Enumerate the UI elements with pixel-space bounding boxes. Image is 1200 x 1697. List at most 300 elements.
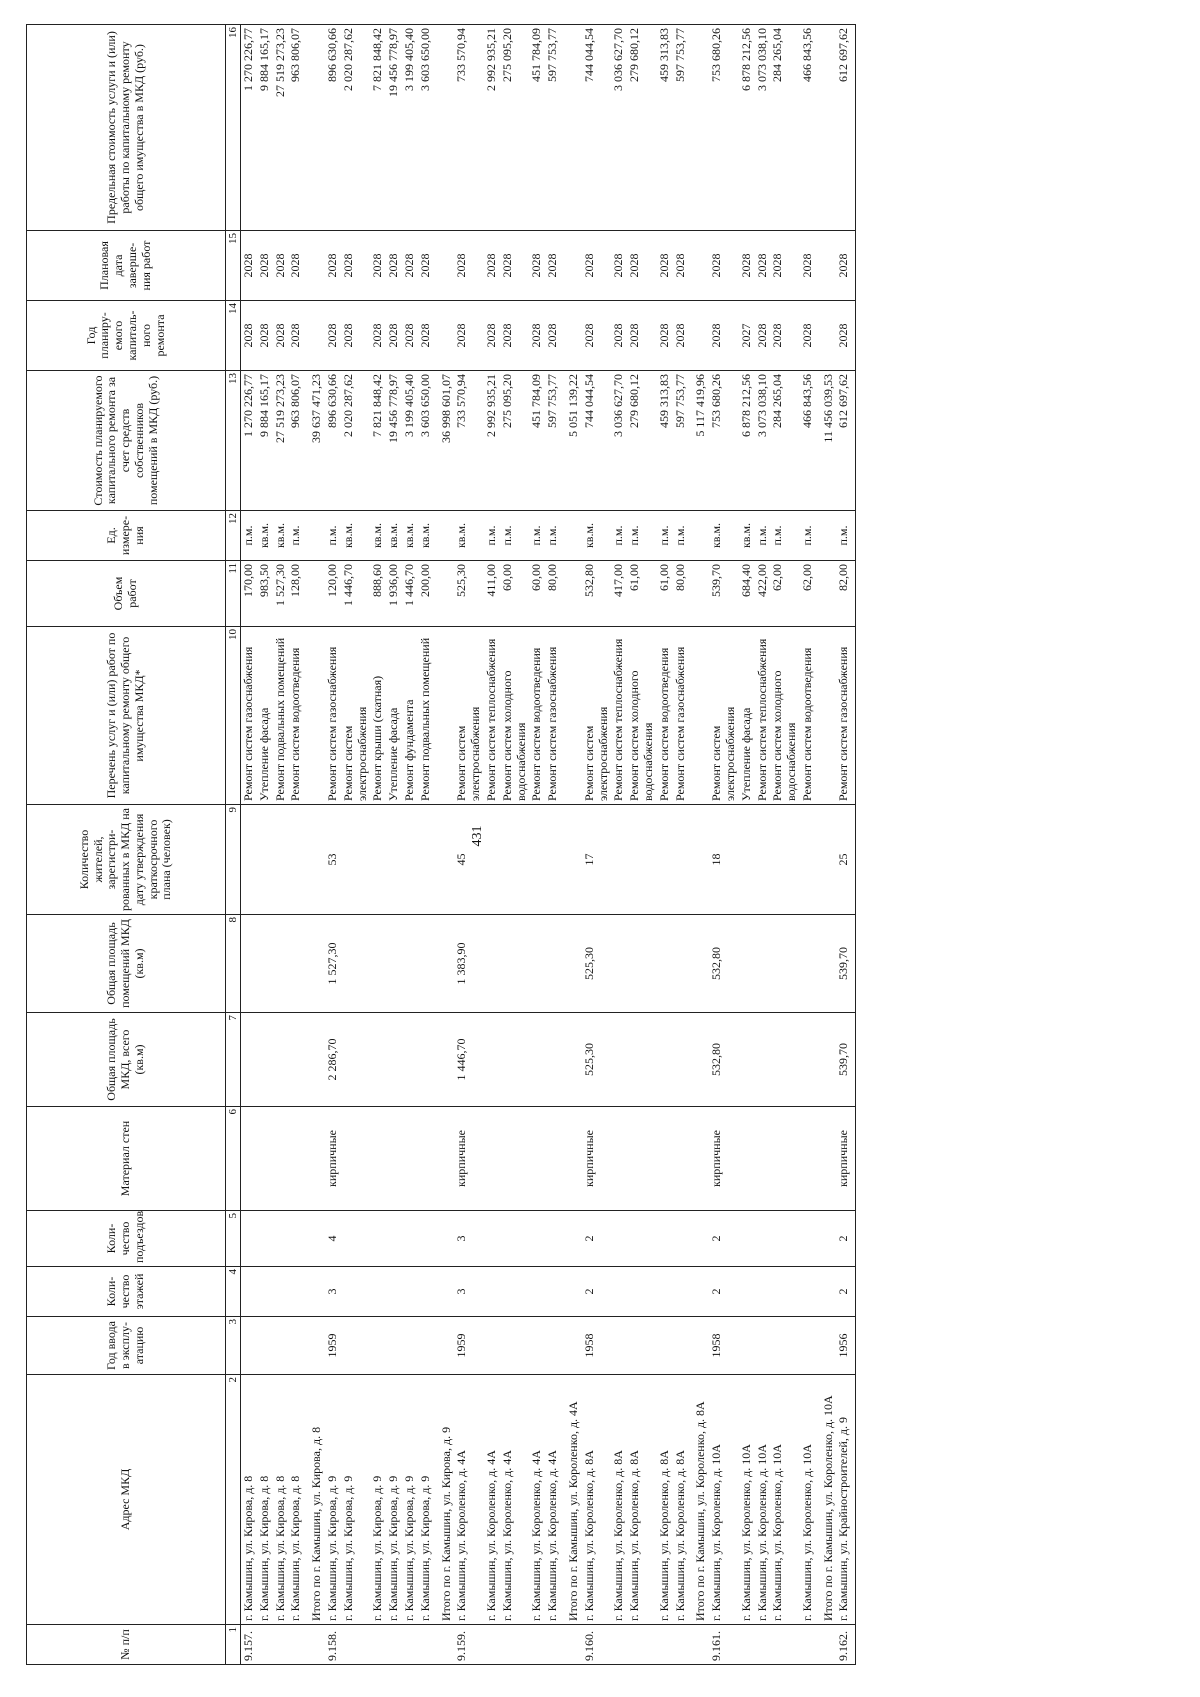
empty-cell bbox=[437, 25, 455, 231]
empty-cell bbox=[307, 915, 325, 1013]
planned-cost: 3 199 405,40 bbox=[402, 371, 418, 511]
entrances-count bbox=[241, 1211, 257, 1267]
completion-date: 2028 bbox=[454, 231, 484, 301]
empty-cell bbox=[755, 1267, 771, 1317]
empty-cell bbox=[627, 805, 657, 915]
empty-cell bbox=[529, 915, 545, 1013]
address-cell: г. Камышин, ул. Кирова, д. 8 bbox=[288, 1375, 307, 1625]
empty-cell bbox=[341, 1013, 371, 1107]
empty-cell bbox=[500, 1211, 530, 1267]
empty-cell bbox=[673, 1107, 692, 1211]
work-type: Ремонт систем водоотведения bbox=[800, 627, 819, 805]
column-number: 7 bbox=[226, 1013, 241, 1107]
empty-cell bbox=[418, 1267, 437, 1317]
planned-cost: 612 697,62 bbox=[836, 371, 855, 511]
table-row bbox=[755, 25, 771, 1665]
empty-cell bbox=[564, 1625, 582, 1665]
address-cell: г. Камышин, ул. Короленко, д. 8А bbox=[657, 1375, 673, 1625]
planned-cost: 597 753,77 bbox=[673, 371, 692, 511]
floors-count: 2 bbox=[709, 1267, 739, 1317]
work-volume: 80,00 bbox=[545, 561, 564, 627]
entrances-count: 2 bbox=[582, 1211, 612, 1267]
empty-cell bbox=[819, 561, 837, 627]
address-cell: г. Камышин, ул. Короленко, д. 4А bbox=[454, 1375, 484, 1625]
planned-cost: 6 878 212,56 bbox=[739, 371, 755, 511]
address-cell: г. Камышин, ул. Короленко, д. 8А bbox=[611, 1375, 627, 1625]
column-number: 12 bbox=[226, 511, 241, 561]
empty-cell bbox=[257, 915, 273, 1013]
limit-cost: 19 456 778,97 bbox=[386, 25, 402, 231]
table-row bbox=[273, 25, 289, 1665]
table-row bbox=[582, 25, 612, 1665]
work-volume: 62,00 bbox=[800, 561, 819, 627]
address-cell: г. Камышин, ул. Короленко, д. 4А bbox=[529, 1375, 545, 1625]
row-number-empty bbox=[657, 1625, 673, 1665]
rooms-area: 1 383,90 bbox=[454, 915, 484, 1013]
empty-cell bbox=[437, 1267, 455, 1317]
empty-cell bbox=[370, 1267, 386, 1317]
empty-cell bbox=[273, 1267, 289, 1317]
completion-date: 2028 bbox=[241, 231, 257, 301]
address-cell: г. Камышин, ул. Короленко, д. 10А bbox=[755, 1375, 771, 1625]
empty-cell bbox=[288, 1317, 307, 1375]
completion-date: 2028 bbox=[673, 231, 692, 301]
planned-cost: 896 630,66 bbox=[325, 371, 341, 511]
column-header: Перечень услуг и (или) работ по капитальному ремонту общего имущества МКД* bbox=[27, 627, 226, 805]
work-volume: 525,30 bbox=[454, 561, 484, 627]
empty-cell bbox=[500, 805, 530, 915]
limit-cost: 275 095,20 bbox=[500, 25, 530, 231]
empty-cell bbox=[370, 1317, 386, 1375]
empty-cell bbox=[273, 805, 289, 915]
planned-cost: 27 519 273,23 bbox=[273, 371, 289, 511]
column-number: 14 bbox=[226, 301, 241, 371]
empty-cell bbox=[819, 915, 837, 1013]
column-number: 13 bbox=[226, 371, 241, 511]
work-type: Ремонт систем газоснабжения bbox=[545, 627, 564, 805]
unit: п.м. bbox=[627, 511, 657, 561]
table-row bbox=[657, 25, 673, 1665]
unit: п.м. bbox=[241, 511, 257, 561]
unit: п.м. bbox=[836, 511, 855, 561]
empty-cell bbox=[657, 1267, 673, 1317]
empty-cell bbox=[370, 805, 386, 915]
table-row bbox=[673, 25, 692, 1665]
empty-cell bbox=[545, 1211, 564, 1267]
empty-cell bbox=[611, 1013, 627, 1107]
address-cell: г. Камышин, ул. Короленко, д. 4А bbox=[484, 1375, 500, 1625]
empty-cell bbox=[770, 1107, 800, 1211]
empty-cell bbox=[627, 915, 657, 1013]
address-cell: г. Камышин, ул. Короленко, д. 10А bbox=[770, 1375, 800, 1625]
column-header: Объем работ bbox=[27, 561, 226, 627]
empty-cell bbox=[386, 1267, 402, 1317]
row-number-empty bbox=[800, 1625, 819, 1665]
row-number-empty bbox=[739, 1625, 755, 1665]
completion-date: 2028 bbox=[418, 231, 437, 301]
planned-cost: 275 095,20 bbox=[500, 371, 530, 511]
empty-cell bbox=[307, 1013, 325, 1107]
work-type: Ремонт систем водоотведения bbox=[657, 627, 673, 805]
total-label: Итого по г. Камышин, ул. Кирова, д. 9 bbox=[437, 1375, 455, 1625]
total-row bbox=[307, 25, 325, 1665]
empty-cell bbox=[500, 915, 530, 1013]
column-header: Год планиру-емого капиталь-ного ремонта bbox=[27, 301, 226, 371]
empty-cell bbox=[819, 301, 837, 371]
row-number-empty bbox=[341, 1625, 371, 1665]
empty-cell bbox=[673, 1267, 692, 1317]
table-row bbox=[627, 25, 657, 1665]
repair-year: 2028 bbox=[402, 301, 418, 371]
empty-cell bbox=[691, 511, 709, 561]
wall-material: кирпичные bbox=[836, 1107, 855, 1211]
empty-cell bbox=[691, 1013, 709, 1107]
limit-cost: 6 878 212,56 bbox=[739, 25, 755, 231]
empty-cell bbox=[307, 805, 325, 915]
empty-cell bbox=[691, 627, 709, 805]
empty-cell bbox=[257, 1013, 273, 1107]
empty-cell bbox=[800, 1211, 819, 1267]
planned-cost: 733 570,94 bbox=[454, 371, 484, 511]
repair-year: 2028 bbox=[627, 301, 657, 371]
address-cell: г. Камышин, ул. Кирова, д. 9 bbox=[386, 1375, 402, 1625]
work-volume: 1 936,00 bbox=[386, 561, 402, 627]
total-cost: 5 051 139,22 bbox=[564, 371, 582, 511]
empty-cell bbox=[657, 1107, 673, 1211]
empty-cell bbox=[307, 1625, 325, 1665]
work-volume: 60,00 bbox=[529, 561, 545, 627]
total-area: 539,70 bbox=[836, 1013, 855, 1107]
empty-cell bbox=[257, 1107, 273, 1211]
empty-cell bbox=[437, 1107, 455, 1211]
empty-cell bbox=[545, 805, 564, 915]
completion-date: 2028 bbox=[611, 231, 627, 301]
limit-cost: 612 697,62 bbox=[836, 25, 855, 231]
completion-date: 2028 bbox=[386, 231, 402, 301]
limit-cost: 284 265,04 bbox=[770, 25, 800, 231]
address-cell: г. Камышин, ул. Кирова, д. 8 bbox=[273, 1375, 289, 1625]
repair-year: 2028 bbox=[800, 301, 819, 371]
table-row bbox=[402, 25, 418, 1665]
work-type: Ремонт подвальных помещений bbox=[418, 627, 437, 805]
empty-cell bbox=[484, 1267, 500, 1317]
address-cell: г. Камышин, ул. Кирова, д. 9 bbox=[402, 1375, 418, 1625]
completion-date: 2028 bbox=[341, 231, 371, 301]
empty-cell bbox=[273, 915, 289, 1013]
empty-cell bbox=[288, 1107, 307, 1211]
work-volume: 422,00 bbox=[755, 561, 771, 627]
completion-date: 2028 bbox=[288, 231, 307, 301]
empty-cell bbox=[819, 25, 837, 231]
empty-cell bbox=[386, 805, 402, 915]
empty-cell bbox=[257, 805, 273, 915]
empty-cell bbox=[437, 301, 455, 371]
work-type: Ремонт систем электроснабжения bbox=[582, 627, 612, 805]
work-type: Ремонт систем электроснабжения bbox=[341, 627, 371, 805]
address-cell: г. Камышин, ул. Короленко, д. 4А bbox=[500, 1375, 530, 1625]
address-cell: г. Камышин, ул. Кирова, д. 8 bbox=[241, 1375, 257, 1625]
column-number: 15 bbox=[226, 231, 241, 301]
empty-cell bbox=[545, 915, 564, 1013]
column-header: Количество жителей, зарегистри-рованных в МКД на дату утверждения краткосрочного плана (человек) bbox=[27, 805, 226, 915]
empty-cell bbox=[437, 511, 455, 561]
empty-cell bbox=[819, 1211, 837, 1267]
empty-cell bbox=[288, 1211, 307, 1267]
planned-cost: 451 784,09 bbox=[529, 371, 545, 511]
repair-year: 2028 bbox=[657, 301, 673, 371]
empty-cell bbox=[307, 627, 325, 805]
planned-cost: 3 603 650,00 bbox=[418, 371, 437, 511]
address-cell: г. Камышин, ул. Короленко, д. 8А bbox=[582, 1375, 612, 1625]
empty-cell bbox=[739, 1267, 755, 1317]
completion-date: 2028 bbox=[755, 231, 771, 301]
limit-cost: 3 036 627,70 bbox=[611, 25, 627, 231]
empty-cell bbox=[819, 1013, 837, 1107]
limit-cost: 1 270 226,77 bbox=[241, 25, 257, 231]
residents-count: 53 bbox=[325, 805, 341, 915]
empty-cell bbox=[402, 1013, 418, 1107]
planned-cost: 7 821 848,42 bbox=[370, 371, 386, 511]
empty-cell bbox=[800, 915, 819, 1013]
repair-year: 2028 bbox=[325, 301, 341, 371]
unit: п.м. bbox=[657, 511, 673, 561]
address-cell: г. Камышин, ул. Короленко, д. 10А bbox=[709, 1375, 739, 1625]
empty-cell bbox=[739, 1211, 755, 1267]
empty-cell bbox=[770, 1013, 800, 1107]
table-row bbox=[836, 25, 855, 1665]
empty-cell bbox=[819, 1107, 837, 1211]
planned-cost: 459 313,83 bbox=[657, 371, 673, 511]
empty-cell bbox=[691, 1107, 709, 1211]
wall-material: кирпичные bbox=[709, 1107, 739, 1211]
limit-cost: 9 884 165,17 bbox=[257, 25, 273, 231]
row-number-empty bbox=[611, 1625, 627, 1665]
table-row bbox=[257, 25, 273, 1665]
empty-cell bbox=[564, 915, 582, 1013]
table-row bbox=[370, 25, 386, 1665]
table-row bbox=[739, 25, 755, 1665]
empty-cell bbox=[341, 805, 371, 915]
empty-cell bbox=[627, 1107, 657, 1211]
completion-date: 2028 bbox=[657, 231, 673, 301]
work-volume: 1 527,30 bbox=[273, 561, 289, 627]
work-volume: 82,00 bbox=[836, 561, 855, 627]
completion-date: 2028 bbox=[770, 231, 800, 301]
row-number-empty bbox=[484, 1625, 500, 1665]
table-body bbox=[241, 25, 856, 1665]
table-row bbox=[611, 25, 627, 1665]
unit: п.м. bbox=[484, 511, 500, 561]
empty-cell bbox=[307, 25, 325, 231]
repair-year: 2028 bbox=[241, 301, 257, 371]
completion-date: 2028 bbox=[529, 231, 545, 301]
work-volume: 80,00 bbox=[673, 561, 692, 627]
empty-cell bbox=[307, 1107, 325, 1211]
empty-cell bbox=[386, 1013, 402, 1107]
empty-cell bbox=[627, 1211, 657, 1267]
completion-date: 2028 bbox=[257, 231, 273, 301]
repair-year: 2028 bbox=[341, 301, 371, 371]
total-area: 1 446,70 bbox=[454, 1013, 484, 1107]
row-number-empty bbox=[288, 1625, 307, 1665]
limit-cost: 7 821 848,42 bbox=[370, 25, 386, 231]
empty-cell bbox=[500, 1267, 530, 1317]
column-header: Ед. измере-ния bbox=[27, 511, 226, 561]
empty-cell bbox=[611, 1267, 627, 1317]
empty-cell bbox=[564, 1107, 582, 1211]
column-number: 9 bbox=[226, 805, 241, 915]
work-type: Ремонт систем теплоснабжения bbox=[755, 627, 771, 805]
total-row bbox=[819, 25, 837, 1665]
empty-cell bbox=[673, 1211, 692, 1267]
unit: п.м. bbox=[500, 511, 530, 561]
empty-cell bbox=[564, 301, 582, 371]
empty-cell bbox=[402, 1267, 418, 1317]
unit: п.м. bbox=[800, 511, 819, 561]
empty-cell bbox=[691, 805, 709, 915]
work-volume: 61,00 bbox=[657, 561, 673, 627]
empty-cell bbox=[307, 1211, 325, 1267]
empty-cell bbox=[819, 231, 837, 301]
empty-cell bbox=[755, 1107, 771, 1211]
empty-cell bbox=[437, 805, 455, 915]
column-number: 6 bbox=[226, 1107, 241, 1211]
planned-cost: 753 680,26 bbox=[709, 371, 739, 511]
empty-cell bbox=[691, 1211, 709, 1267]
column-number: 3 bbox=[226, 1317, 241, 1375]
repair-year: 2028 bbox=[386, 301, 402, 371]
work-volume: 983,50 bbox=[257, 561, 273, 627]
work-type: Ремонт систем теплоснабжения bbox=[484, 627, 500, 805]
work-type: Ремонт систем газоснабжения bbox=[673, 627, 692, 805]
table-row bbox=[418, 25, 437, 1665]
residents-count bbox=[241, 805, 257, 915]
address-cell: г. Камышин, ул. Короленко, д. 10А bbox=[739, 1375, 755, 1625]
completion-date: 2028 bbox=[739, 231, 755, 301]
work-volume: 62,00 bbox=[770, 561, 800, 627]
empty-cell bbox=[307, 301, 325, 371]
empty-cell bbox=[370, 1013, 386, 1107]
empty-cell bbox=[437, 1317, 455, 1375]
repair-year: 2028 bbox=[370, 301, 386, 371]
row-number-empty bbox=[627, 1625, 657, 1665]
empty-cell bbox=[288, 805, 307, 915]
repair-year: 2028 bbox=[836, 301, 855, 371]
limit-cost: 459 313,83 bbox=[657, 25, 673, 231]
limit-cost: 2 992 935,21 bbox=[484, 25, 500, 231]
table-row bbox=[341, 25, 371, 1665]
limit-cost: 733 570,94 bbox=[454, 25, 484, 231]
repair-year: 2028 bbox=[582, 301, 612, 371]
residents-count: 17 bbox=[582, 805, 612, 915]
empty-cell bbox=[800, 805, 819, 915]
rooms-area: 1 527,30 bbox=[325, 915, 341, 1013]
empty-cell bbox=[273, 1013, 289, 1107]
address-cell: г. Камышин, ул. Кирова, д. 9 bbox=[341, 1375, 371, 1625]
empty-cell bbox=[819, 1625, 837, 1665]
table-row bbox=[288, 25, 307, 1665]
empty-cell bbox=[288, 1267, 307, 1317]
empty-cell bbox=[819, 1317, 837, 1375]
empty-cell bbox=[484, 1211, 500, 1267]
work-type: Утепление фасада bbox=[739, 627, 755, 805]
rooms-area: 532,80 bbox=[709, 915, 739, 1013]
empty-cell bbox=[627, 1013, 657, 1107]
completion-date: 2028 bbox=[709, 231, 739, 301]
empty-cell bbox=[257, 1211, 273, 1267]
unit: кв.м. bbox=[341, 511, 371, 561]
empty-cell bbox=[545, 1267, 564, 1317]
unit: п.м. bbox=[755, 511, 771, 561]
row-number-empty bbox=[673, 1625, 692, 1665]
row-number-empty bbox=[273, 1625, 289, 1665]
empty-cell bbox=[307, 1267, 325, 1317]
empty-cell bbox=[341, 915, 371, 1013]
empty-cell bbox=[529, 1267, 545, 1317]
empty-cell bbox=[657, 805, 673, 915]
repair-year: 2028 bbox=[755, 301, 771, 371]
empty-cell bbox=[564, 1211, 582, 1267]
empty-cell bbox=[437, 915, 455, 1013]
column-header: Материал стен bbox=[27, 1107, 226, 1211]
limit-cost: 3 603 650,00 bbox=[418, 25, 437, 231]
empty-cell bbox=[402, 1107, 418, 1211]
empty-cell bbox=[484, 805, 500, 915]
work-type: Ремонт крыши (скатная) bbox=[370, 627, 386, 805]
row-number-empty bbox=[755, 1625, 771, 1665]
empty-cell bbox=[386, 1211, 402, 1267]
empty-cell bbox=[800, 1267, 819, 1317]
unit: кв.м. bbox=[402, 511, 418, 561]
completion-date: 2028 bbox=[500, 231, 530, 301]
empty-cell bbox=[370, 915, 386, 1013]
completion-date: 2028 bbox=[545, 231, 564, 301]
work-volume: 200,00 bbox=[418, 561, 437, 627]
table-row bbox=[545, 25, 564, 1665]
empty-cell bbox=[307, 1317, 325, 1375]
empty-cell bbox=[545, 1013, 564, 1107]
total-label: Итого по г. Камышин, ул. Короленко, д. 10А bbox=[819, 1375, 837, 1625]
commission-year: 1958 bbox=[582, 1317, 612, 1375]
work-type: Ремонт систем холодного водоснабжения bbox=[770, 627, 800, 805]
repair-year: 2028 bbox=[611, 301, 627, 371]
empty-cell bbox=[564, 627, 582, 805]
empty-cell bbox=[418, 805, 437, 915]
rotated-table-container bbox=[26, 25, 1176, 1665]
total-area bbox=[241, 1013, 257, 1107]
residents-count: 18 bbox=[709, 805, 739, 915]
residents-count: 45 bbox=[454, 805, 484, 915]
total-row bbox=[564, 25, 582, 1665]
address-cell: г. Камышин, ул. Короленко, д. 4А bbox=[545, 1375, 564, 1625]
row-number-empty bbox=[370, 1625, 386, 1665]
empty-cell bbox=[819, 1267, 837, 1317]
empty-cell bbox=[437, 1625, 455, 1665]
table-row bbox=[386, 25, 402, 1665]
total-row bbox=[437, 25, 455, 1665]
planned-cost: 9 884 165,17 bbox=[257, 371, 273, 511]
empty-cell bbox=[691, 301, 709, 371]
empty-cell bbox=[673, 1013, 692, 1107]
row-number: 9.158. bbox=[325, 1625, 341, 1665]
empty-cell bbox=[307, 231, 325, 301]
empty-cell bbox=[739, 1013, 755, 1107]
unit: п.м. bbox=[545, 511, 564, 561]
empty-cell bbox=[611, 1211, 627, 1267]
total-cost: 11 456 039,53 bbox=[819, 371, 837, 511]
completion-date: 2028 bbox=[370, 231, 386, 301]
row-number: 9.160. bbox=[582, 1625, 612, 1665]
